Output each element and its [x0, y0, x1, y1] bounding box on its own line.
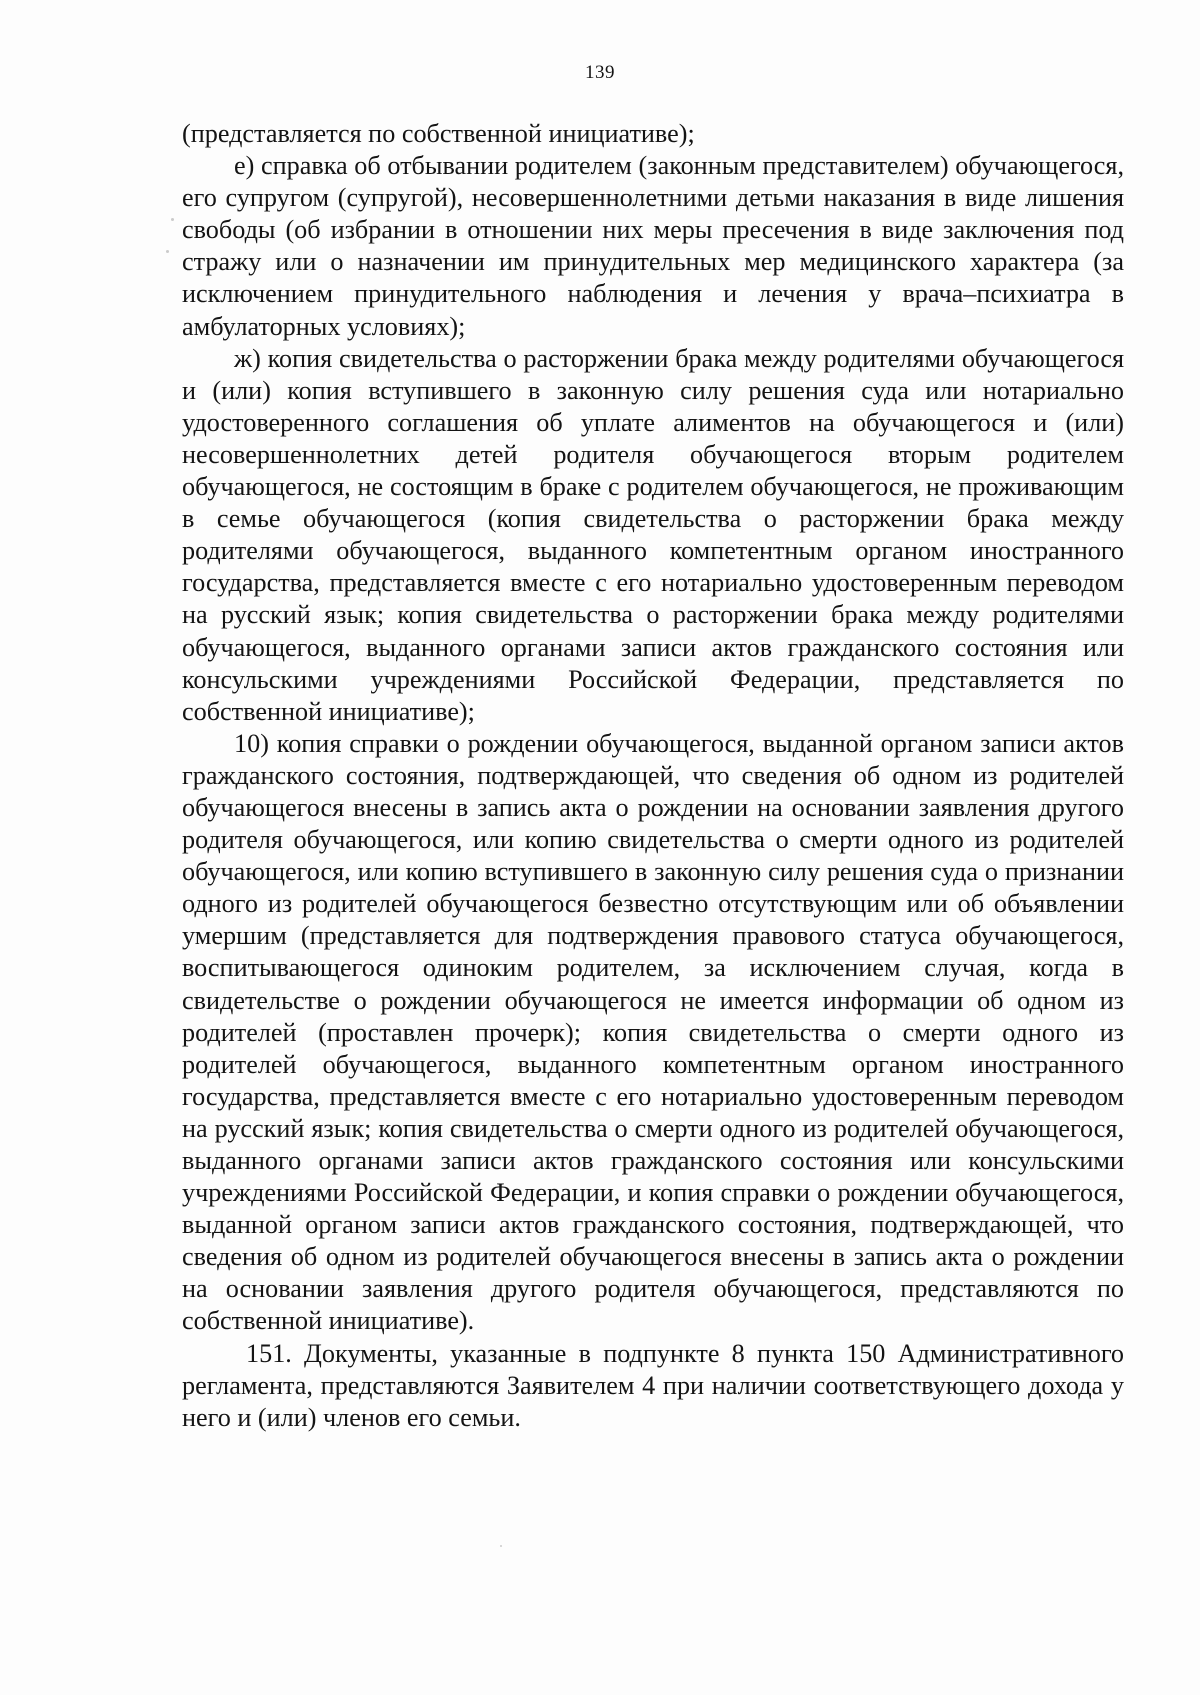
scan-speck [500, 1545, 502, 1547]
paragraph-clause-151: 151. Документы, указанные в подпункте 8 пункта 150 Административного регламента, представляются Заявителем 4 при наличии соответствующего дохода у него и (или) членов его семьи. [182, 1338, 1124, 1432]
paragraph-item-10: 10) копия справки о рождении обучающегося, выданной органом записи актов гражданского состояния, подтверждающей, что сведения об одном из родителей обучающегося внесены в запись акта о рождении на основании заявления другого родителя обучающегося, или копию свидетельства о смерти одного из родителей обучающегося, или копию вступившего в законную силу решения суда о признании одного из родителей обучающегося безвестно отсутствующим или об объявлении умершим (представляется для подтверждения правового статуса обучающегося, воспитывающегося одиноким родителем, за исключением случая, когда в свидетельстве о рождении обучающегося не имеется информации об одном из родителей (проставлен прочерк); копия свидетельства о смерти одного из родителей обучающегося, выданного компетентным органом иностранного государства, представляется вместе с его нотариально удостоверенным переводом на русский язык; копия свидетельства о смерти одного из родителей обучающегося, выданного органами записи актов гражданского состояния или консульскими учреждениями Российской Федерации, и копия справки о рождении обучающегося, выданной органом записи актов гражданского состояния, подтверждающей, что сведения об одном из родителей обучающегося внесены в запись акта о рождении на основании заявления другого родителя обучающегося, представляются по собственной инициативе). [182, 728, 1124, 1336]
page-number: 139 [585, 62, 615, 83]
document-body [182, 118, 1124, 1434]
paragraph-item-zh: ж) копия свидетельства о расторжении брака между родителями обучающегося и (или) копия вступившего в законную силу решения суда или нотариально удостоверенного соглашения об уплате алиментов на обучающегося и (или) несовершеннолетних детей родителя обучающегося вторым родителем обучающегося, не состоящим в браке с родителем обучающегося, не проживающим в семье обучающегося (копия свидетельства о расторжении брака между родителями обучающегося, выданного компетентным органом иностранного государства, представляется вместе с его нотариально удостоверенным переводом на русский язык; копия свидетельства о расторжении брака между родителями обучающегося, выданного органами записи актов гражданского состояния или консульскими учреждениями Российской Федерации, представляется по собственной инициативе); [182, 343, 1124, 726]
paragraph-continuation: (представляется по собственной инициативе); [182, 119, 695, 148]
scan-speck [171, 218, 174, 221]
scan-speck [166, 250, 169, 253]
paragraph-item-e: е) справка об отбывании родителем (законным представителем) обучающегося, его супругом (супругой), несовершеннолетними детьми наказания в виде лишения свободы (об избрании в отношении них меры пресечения в виде заключения под стражу или о назначении им принудительных мер медицинского характера (за исключением принудительного наблюдения и лечения у врача–психиатра в амбулаторных условиях); [182, 151, 1124, 341]
